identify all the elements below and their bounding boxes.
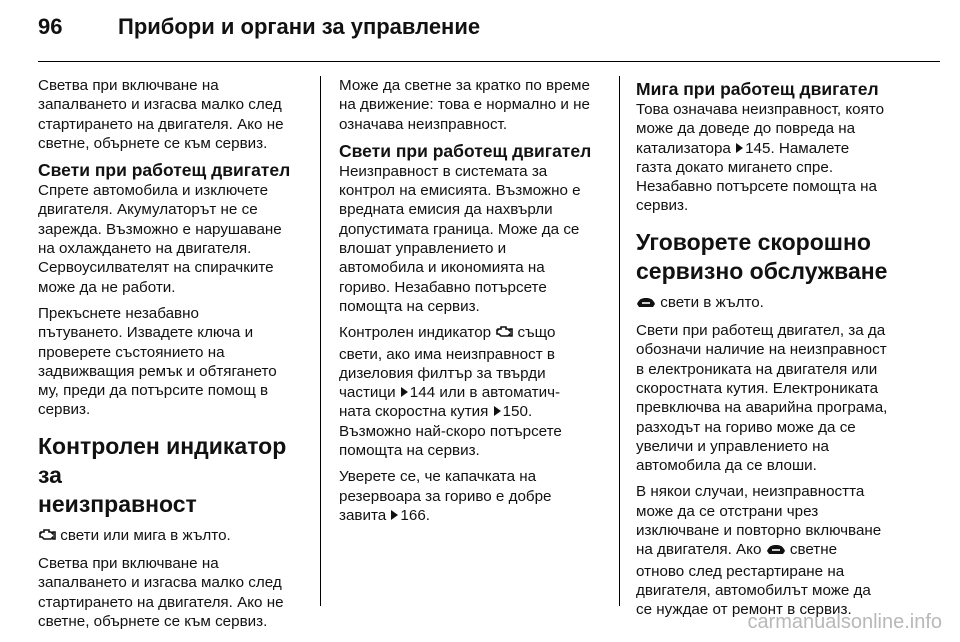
page-number: 96 [38,14,63,39]
paragraph: свети в жълто. [636,293,908,314]
section-title: Уговорете скорошно сервизно обслужване [636,228,888,284]
page-reference[interactable]: 150 [502,403,528,421]
service-wrench-car-icon [636,295,656,314]
paragraph: Може да светне за кратко по време на движение: това е нормално и не означава неизправност. [339,77,590,133]
page-reference-icon [401,387,408,397]
engine-check-icon [495,325,513,344]
engine-check-icon [38,528,56,547]
paragraph: свети или мига в жълто. [38,526,310,547]
page-reference[interactable]: 144 [409,384,436,402]
paragraph: Светва при включване на запалването и изгасва малко след стартирането на двигателя. Ако не светне, обърнете се към сервиз. [38,555,284,630]
paragraph: Спрете автомобила и изключете двигателя. Акумулаторът не се зарежда. Възможно е нарушаване на охлаждането на двигателя. Сервоусилвателят на спирачките може да не работи. [38,182,282,296]
service-wrench-car-icon [766,542,786,561]
paragraph: Прекъснете незабавно пътуването. Извадете ключа и проверете състоянието на задвижващия ремък и обтягането му, преди да потърсите помощ в сервиз. [38,304,277,419]
column-3 [636,76,908,627]
header-rule [38,61,940,62]
page-reference-icon [494,406,501,416]
section-heading: Свети при работещ двигател [38,160,291,181]
column-1 [38,76,310,638]
paragraph: Уверете се, че капачката на резервоара за гориво е добре завита 166. [339,468,552,524]
paragraph: В някои случаи, неизправността може да се отстрани чрез изключване и повторно включване на двигателя. Ако светне отново след рестартиране на двигателя, автомобилът може да се нуждае от ремонт в сервиз. [636,483,882,619]
page-reference-icon [736,143,743,153]
page-reference[interactable]: 166 [400,506,426,524]
column-divider [619,76,620,606]
page-reference[interactable]: 145 [745,139,771,157]
paragraph: Контролен индикатор също свети, ако има неизправност в дизеловия филтър за твърди частици 144 или в автоматич- ната скоростна кутия 150. Възможно най-скоро потърсете помощта на сервиз. [339,324,562,460]
paragraph: Светва при включване на запалването и изгасва малко след стартирането на двигателя. Ако не светне, обърнете се към сервиз. [38,77,284,152]
watermark: carmanualsonline.info [747,611,942,633]
page-reference-icon [391,510,398,520]
paragraph: Това означава неизправност, която може да доведе до повреда на катализатора 145. Намалете газта докато мигането спре. Незабавно потърсете помощта на сервиз. [636,101,885,215]
page-title: Прибори и органи за управление [118,14,481,39]
column-divider [320,76,321,606]
section-heading: Мига при работещ двигател [636,79,879,99]
paragraph: Неизправност в системата за контрол на емисията. Възможно е вредната емисия да нахвърли допустимата граница. Може да се влошат управлението и автомобила и икономията на гориво. Незабавно потърсете помощта на сервиз. [339,162,581,315]
column-2 [339,76,605,532]
section-heading: Свети при работещ двигател [339,140,592,161]
page-header [38,14,480,54]
section-title: Контролен индикатор за неизправност [38,432,287,517]
paragraph: Свети при работещ двигател, за да обозначи наличие на неизправност в електрониката на двигателя или скоростната кутия. Електрониката превключва на аварийна програма, разходът на гориво може да се увеличи и управлението на автомобила да се влоши. [636,322,888,475]
